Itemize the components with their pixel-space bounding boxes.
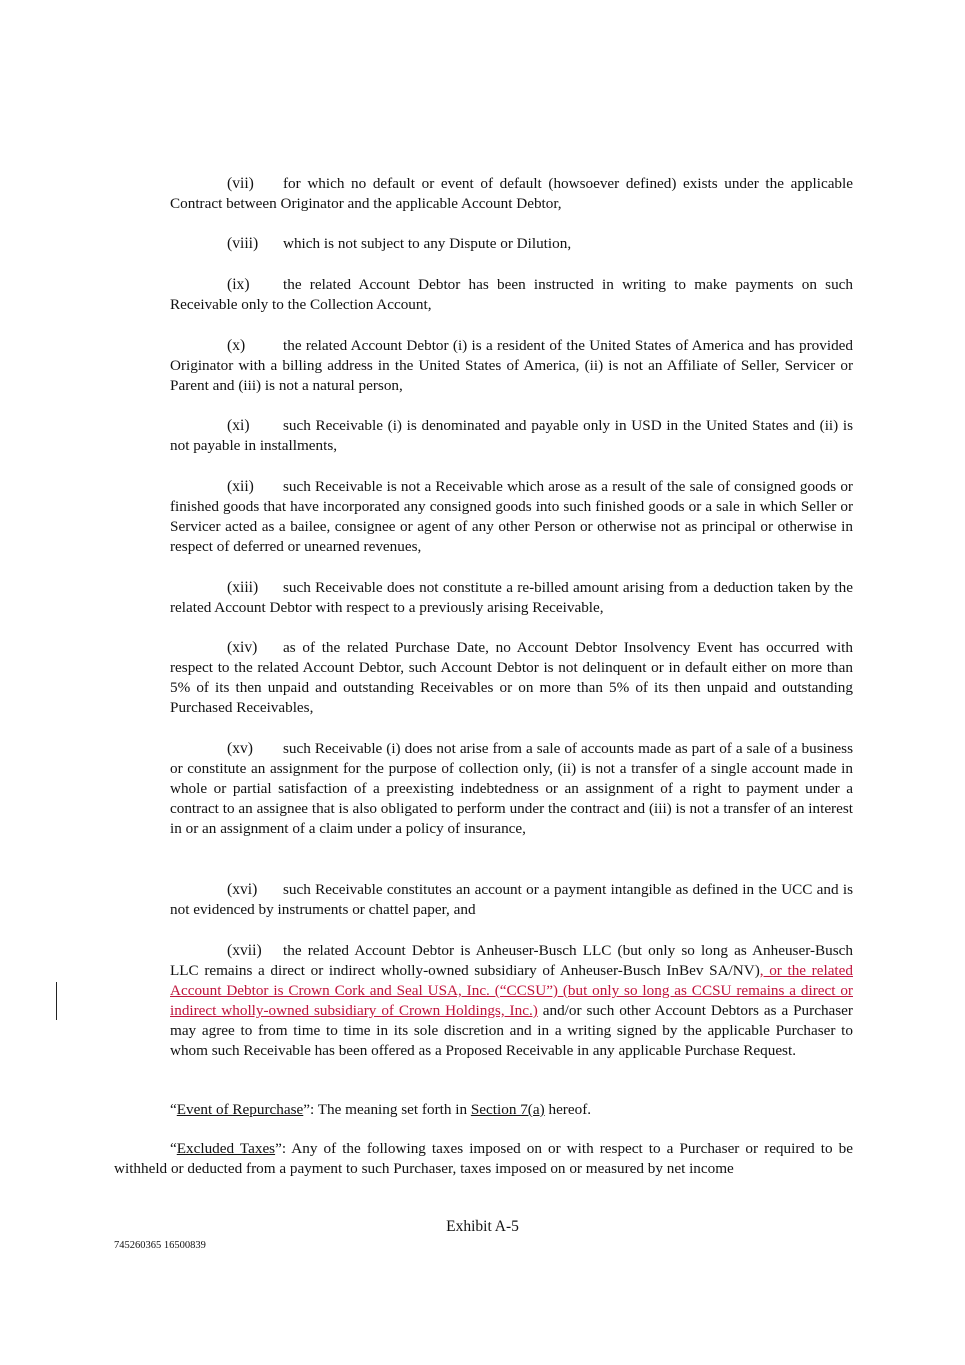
clause-text: the related Account Debtor (i) is a resident of the United States of America and has provided Originator with a billing address in the United States of America, (ii) is not an Affiliate of Seller, Servicer or Parent and (iii) is not a natural person, [170,337,853,394]
revision-change-bar [56,982,57,1020]
clause-number: (x) [227,337,246,354]
clause-xii [170,477,853,557]
clause-number: (xvii) [227,942,262,959]
clause-number: (vii) [227,175,254,192]
clause-text: the related Account Debtor has been instructed in writing to make payments on such Receivable only to the Collection Account, [170,276,853,313]
clause-xiv [170,638,853,718]
clause-text: such Receivable (i) does not arise from a sale of accounts made as part of a sale of a business or constitute an assignment for the purpose of collection only, (ii) is not a transfer of a single account made in whole or partial satisfaction of a preexisting indebtedness or an assignment of a right to payment under a contract to an assignee that is also obligated to perform under the contract and (iii) is not a transfer of an interest in or an assignment of a claim under a policy of insurance, [170,740,853,837]
definition-text: ”: Any of the following taxes imposed on or with respect to a Purchaser or required to be withheld or deducted from a payment to such Purchaser, taxes imposed on or measured by net income [114,1140,854,1177]
defined-term: Event of Repurchase [176,1101,304,1118]
clause-text: such Receivable (i) is denominated and payable only in USD in the United States and (ii) is not payable in installments, [170,417,853,454]
clause-text: such Receivable constitutes an account or a payment intangible as defined in the UCC and is not evidenced by instruments or chattel paper, and [170,881,853,918]
clause-number: (xiv) [227,639,258,656]
clause-text: the related Account Debtor is Anheuser-Busch LLC (but only so long as Anheuser-Busch LLC remains a direct or indirect wholly-owned subsidiary of Anheuser-Busch InBev SA/NV) [170,942,853,979]
clause-xvi [170,880,853,920]
open-quote: “ [170,1101,177,1118]
document-id: 745260365 16500839 [114,1240,206,1251]
definition-text-end: hereof. [544,1101,592,1118]
clause-x [170,336,853,396]
clause-text: as of the related Purchase Date, no Account Debtor Insolvency Event has occurred with respect to the related Account Debtor, such Account Debtor is not delinquent or in default either on more than 5% of its then unpaid and outstanding Receivables or on more than 5% of its then unpaid and outstanding Purchased Receivables, [170,639,853,716]
clause-number: (xvi) [227,881,258,898]
clause-text: for which no default or event of default (howsoever defined) exists under the applicable Contract between Originator and the applicable Account Debtor, [170,175,853,212]
clause-number: (xi) [227,417,250,434]
clause-xiii [170,578,853,618]
clause-xvii [170,941,853,1061]
section-reference: Section 7(a) [470,1101,545,1118]
clause-number: (viii) [227,235,259,252]
clause-xv [170,739,853,839]
clause-number: (xiii) [227,579,259,596]
definition-excluded-taxes [114,1139,853,1179]
clause-text: such Receivable does not constitute a re-billed amount arising from a deduction taken by the related Account Debtor with respect to a previously arising Receivable, [170,579,853,616]
page-footer-label: Exhibit A-5 [446,1218,519,1235]
clause-xi [170,416,853,456]
clause-vii [170,174,853,214]
open-quote: “ [170,1140,177,1157]
definition-event-of-repurchase [170,1100,853,1120]
clause-number: (xii) [227,478,254,495]
clause-ix [170,275,853,315]
definition-text: ”: The meaning set forth in [303,1101,471,1118]
defined-term: Excluded Taxes [176,1140,276,1157]
clause-number: (xv) [227,740,253,757]
clause-number: (ix) [227,276,250,293]
clause-text: such Receivable is not a Receivable which arose as a result of the sale of consigned goods or finished goods that have incorporated any consigned goods into such finished goods or a sale in which Seller or Servicer acted as a bailee, consignee or agent of any other Person or otherwise not as principal or otherwise in respect of deferred or unearned revenues, [170,478,853,555]
clause-text-continued: and/or such other Account Debtors as a Purchaser may agree to from time to time in its sole discretion and in a writing signed by the applicable Purchaser to whom such Receivable has been offered as a Proposed Receivable in any applicable Purchase Request. [170,1002,853,1059]
clause-text: which is not subject to any Dispute or Dilution, [283,235,572,252]
clause-viii [170,234,853,254]
inserted-revision-text: , or the related Account Debtor is Crown Cork and Seal USA, Inc. (“CCSU”) (but only so long as CCSU remains a direct or indirect wholly-owned subsidiary of Crown Holdings, Inc.) [170,962,853,1019]
